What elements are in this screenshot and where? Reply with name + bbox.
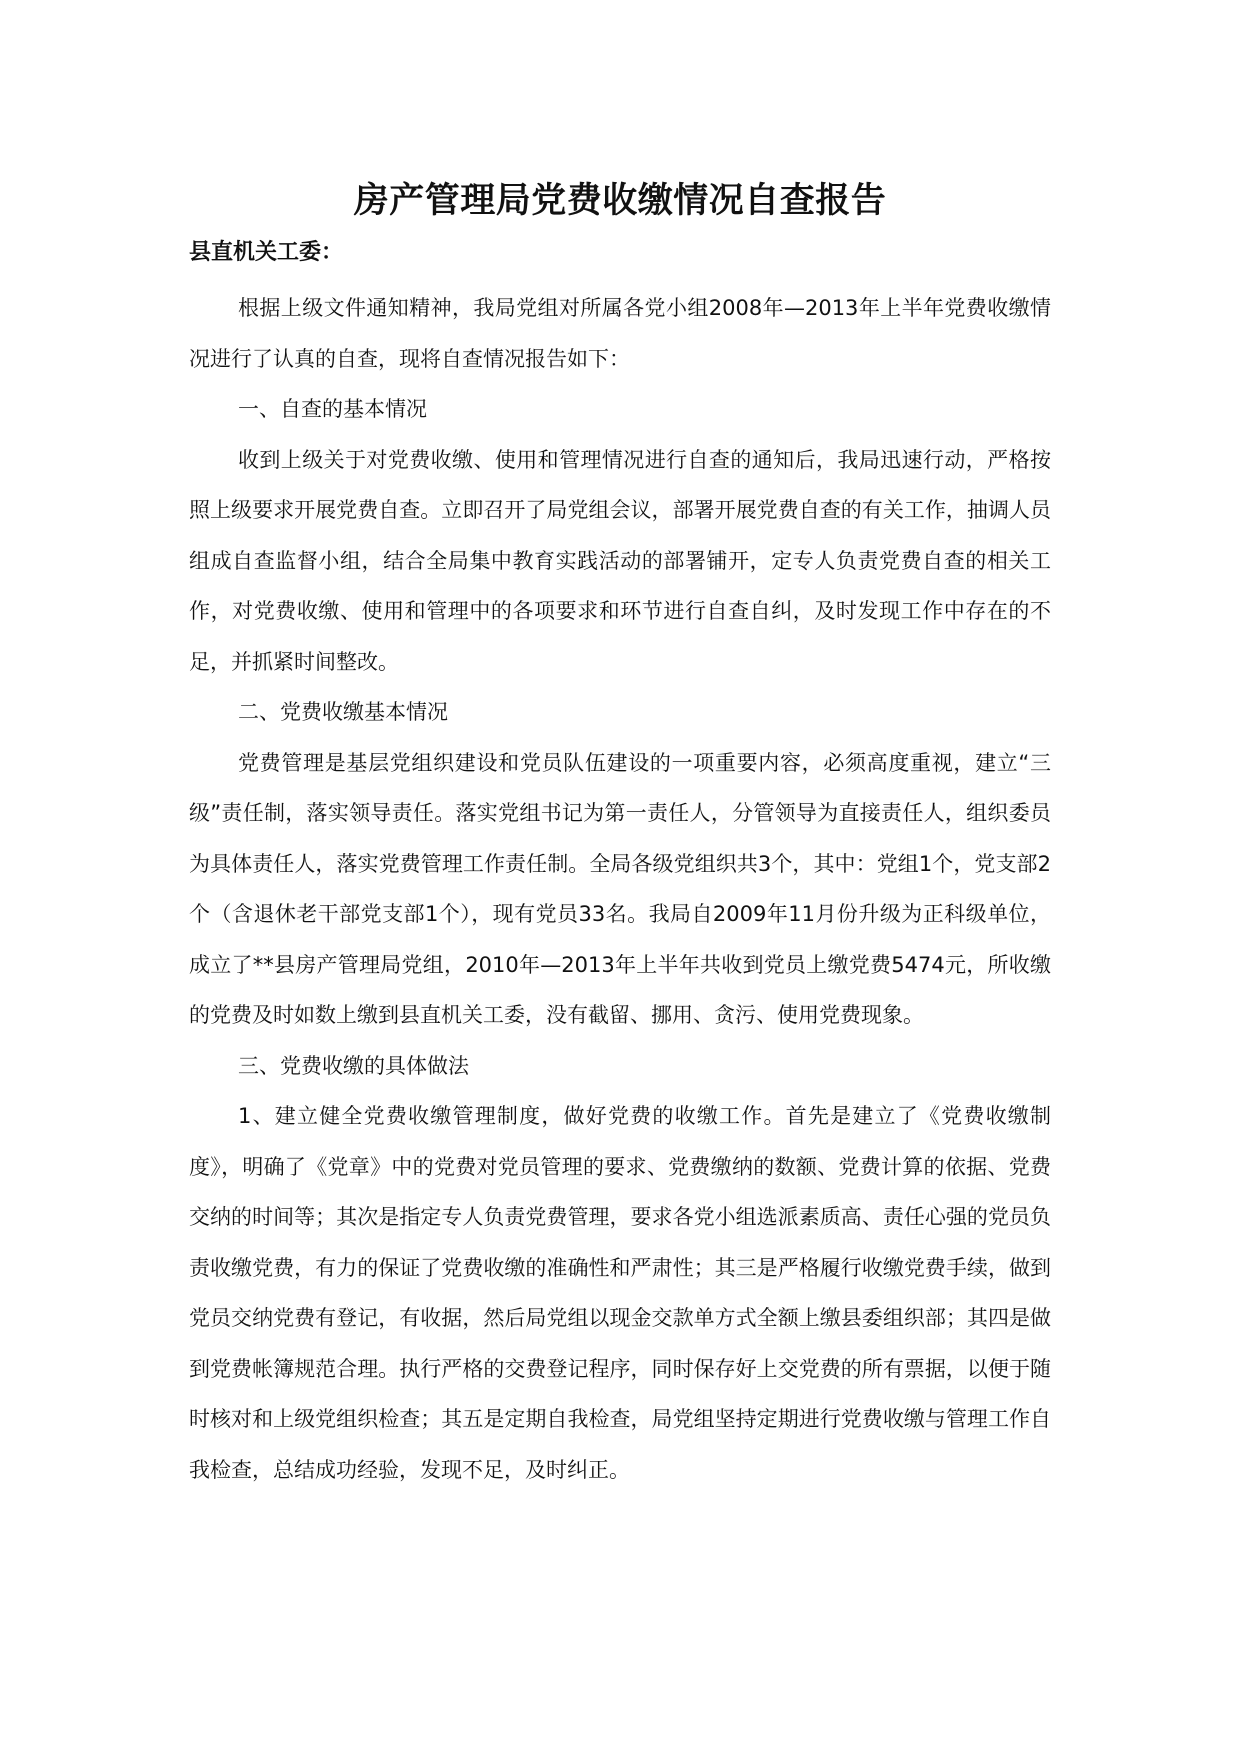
section-heading-1: 一、自查的基本情况 bbox=[238, 397, 427, 421]
section-3-paragraph: 1、建立健全党费收缴管理制度，做好党费的收缴工作。首先是建立了《党费收缴制度》，明确了《党章》中的党费对党员管理的要求、党费缴纳的数额、党费计算的依据、党费交纳的时间等；其次是指定专人负责党费管理，要求各党小组选派素质高、责任心强的党员负责收缴党费，有力的保证了党费收缴的准确性和严肃性；其三是严格履行收缴党费手续，做到党员交纳党费有登记，有收据，然后局党组以现金交款单方式全额上缴县委组织部；其四是做到党费帐簿规范合理。执行严格的交费登记程序，同时保存好上交党费的所有票据，以便于随时核对和上级党组织检查；其五是定期自我检查，局党组坚持定期进行党费收缴与管理工作自我检查，总结成功经验，发现不足，及时纠正。 bbox=[189, 1104, 1051, 1482]
intro-paragraph: 根据上级文件通知精神，我局党组对所属各党小组2008年—2013年上半年党费收缴情况进行了认真的自查，现将自查情况报告如下： bbox=[189, 296, 1051, 371]
section-1-paragraph: 收到上级关于对党费收缴、使用和管理情况进行自查的通知后，我局迅速行动，严格按照上级要求开展党费自查。立即召开了局党组会议，部署开展党费自查的有关工作，抽调人员组成自查监督小组，结合全局集中教育实践活动的部署铺开，定专人负责党费自查的相关工作，对党费收缴、使用和管理中的各项要求和环节进行自查自纠，及时发现工作中存在的不足，并抓紧时间整改。 bbox=[189, 447, 1051, 674]
section-heading-2: 二、党费收缴基本情况 bbox=[238, 700, 448, 724]
section-2-paragraph: 党费管理是基层党组织建设和党员队伍建设的一项重要内容，必须高度重视，建立“三级”责任制，落实领导责任。落实党组书记为第一责任人，分管领导为直接责任人，组织委员为具体责任人，落实党费管理工作责任制。全局各级党组织共3个，其中：党组1个，党支部2个（含退休老干部党支部1个），现有党员33名。我局自2009年11月份升级为正科级单位，成立了**县房产管理局党组，2010年—2013年上半年共收到党员上缴党费5474元，所收缴的党费及时如数上缴到县直机关工委，没有截留、挪用、贪污、使用党费现象。 bbox=[189, 750, 1051, 1027]
document-body bbox=[189, 283, 1051, 1495]
salutation: 县直机关工委： bbox=[189, 240, 344, 265]
document-title: 房产管理局党费收缴情况自查报告 bbox=[353, 181, 887, 221]
section-heading-3: 三、党费收缴的具体做法 bbox=[238, 1053, 469, 1078]
